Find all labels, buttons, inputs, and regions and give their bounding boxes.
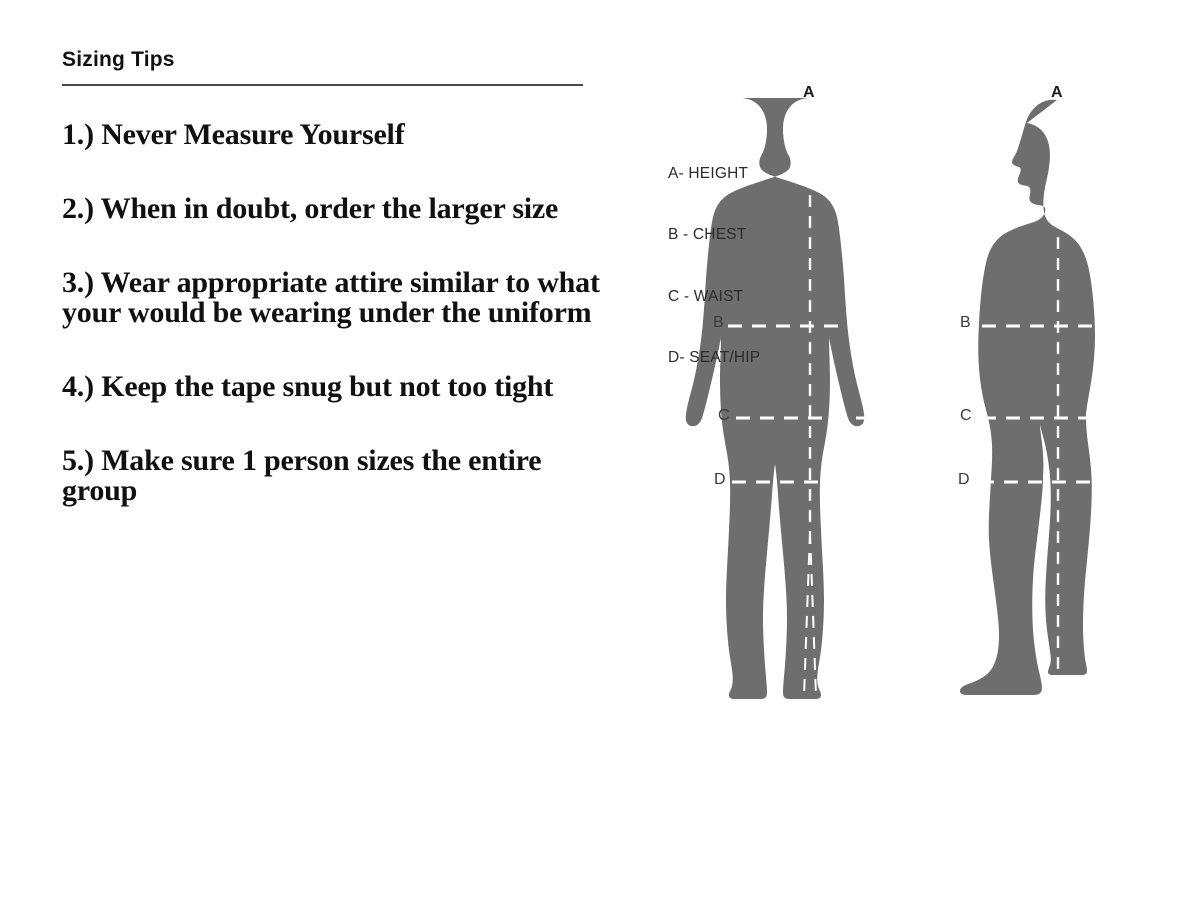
tip-item-5: 5.) Make sure 1 person sizes the entire group [62,444,542,507]
sizing-tips-panel [62,48,602,506]
tip-item-2: 2.) When in doubt, order the larger size [62,192,559,225]
page-title: Sizing Tips [62,48,175,71]
tip-item-1: 1.) Never Measure Yourself [62,118,405,151]
body-measurement-diagram [620,60,1180,880]
legend-item-chest: B - CHEST [668,226,747,244]
front-label-b: B [713,314,724,331]
front-label-c: C [718,407,730,424]
tip-item-3: 3.) Wear appropriate attire similar to what your would be wearing under the uniform [62,266,600,329]
title-divider [62,84,583,86]
legend-item-seat-hip: D- SEAT/HIP [668,348,761,366]
side-label-a: A [1051,84,1063,101]
legend-item-waist: C - WAIST [668,287,744,305]
measurement-legend [668,123,760,409]
tip-item-4: 4.) Keep the tape snug but not too tight [62,370,554,403]
side-view-figure [960,90,1112,865]
side-label-c: C [960,407,972,424]
side-label-d: D [958,471,970,488]
legend-item-height: A- HEIGHT [668,164,749,182]
side-label-b: B [960,314,971,331]
front-label-d: D [714,471,726,488]
front-label-a: A [803,84,815,101]
